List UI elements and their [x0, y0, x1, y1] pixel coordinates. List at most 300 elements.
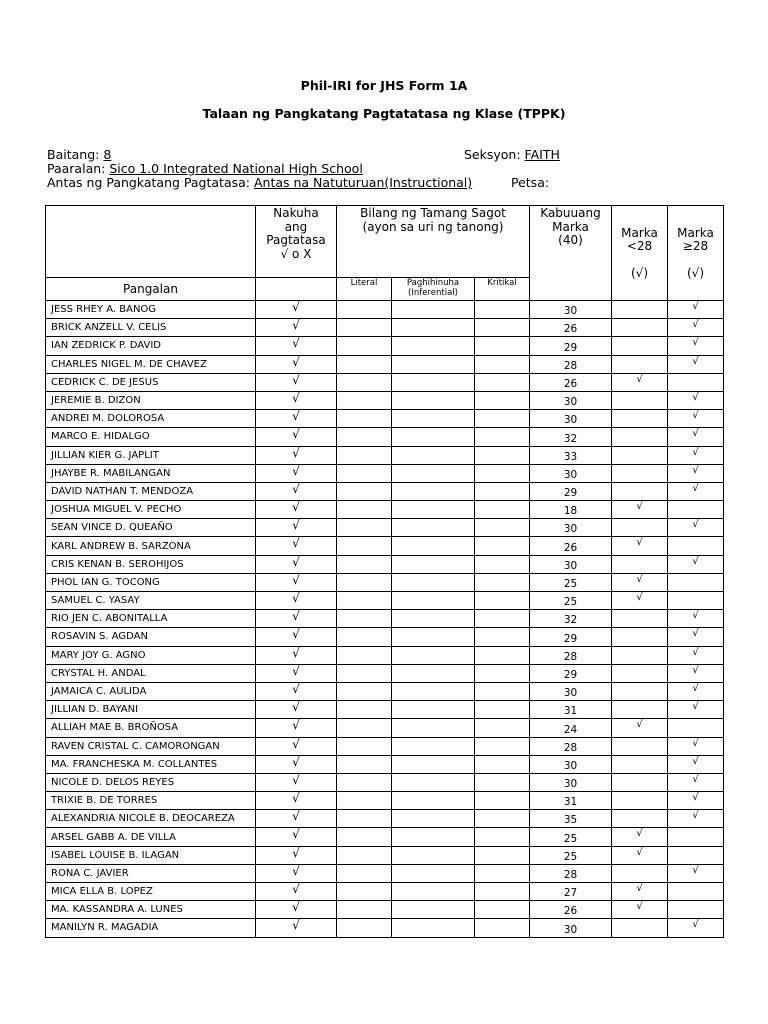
literal-cell — [337, 828, 392, 846]
nakuha-check: √ — [256, 810, 337, 828]
kritikal-cell — [475, 610, 530, 628]
paghihinuha-cell — [392, 537, 475, 555]
marka-lt28-check — [612, 464, 668, 482]
nakuha-check: √ — [256, 355, 337, 373]
marka-lt28-check — [612, 410, 668, 428]
nakuha-check: √ — [256, 828, 337, 846]
marka-lt28-check — [612, 355, 668, 373]
nakuha-check: √ — [256, 410, 337, 428]
marka-ge28-check: √ — [668, 646, 724, 664]
form-subtitle: Talaan ng Pangkatang Pagtatatasa ng Klase (TPPK) — [202, 106, 566, 121]
kritikal-cell — [475, 391, 530, 409]
total-score: 30 — [530, 519, 612, 537]
marka-ge28-check: √ — [668, 428, 724, 446]
table-row — [46, 337, 724, 355]
student-name: RAVEN CRISTAL C. CAMORONGAN — [46, 737, 256, 755]
literal-cell — [337, 501, 392, 519]
marka-lt28-check: √ — [612, 719, 668, 737]
total-score: 28 — [530, 864, 612, 882]
total-score: 25 — [530, 592, 612, 610]
total-score: 25 — [530, 573, 612, 591]
paghihinuha-cell — [392, 664, 475, 682]
kritikal-cell — [475, 773, 530, 791]
marka-ge28-check — [668, 592, 724, 610]
kritikal-cell — [475, 592, 530, 610]
student-name: RIO JEN C. ABONITALLA — [46, 610, 256, 628]
header-literal: Literal — [337, 278, 392, 301]
nakuha-check: √ — [256, 446, 337, 464]
marka-lt28-check — [612, 864, 668, 882]
nakuha-check: √ — [256, 919, 337, 937]
student-name: CHARLES NIGEL M. DE CHAVEZ — [46, 355, 256, 373]
nakuha-check: √ — [256, 555, 337, 573]
marka-lt28-check — [612, 428, 668, 446]
kritikal-cell — [475, 301, 530, 319]
total-score: 25 — [530, 828, 612, 846]
total-score: 30 — [530, 919, 612, 937]
header-marka-ge28: Marka ≥28 (√) — [668, 206, 724, 301]
nakuha-check: √ — [256, 482, 337, 500]
kritikal-cell — [475, 646, 530, 664]
student-name: JAMAICA C. AULIDA — [46, 682, 256, 700]
paghihinuha-cell — [392, 319, 475, 337]
nakuha-check: √ — [256, 901, 337, 919]
marka-ge28-check: √ — [668, 355, 724, 373]
marka-ge28-check: √ — [668, 301, 724, 319]
total-score: 28 — [530, 646, 612, 664]
table-row — [46, 755, 724, 773]
student-name: MICA ELLA B. LOPEZ — [46, 883, 256, 901]
marka-lt28-check — [612, 919, 668, 937]
student-name: MARY JOY G. AGNO — [46, 646, 256, 664]
student-name: MARCO E. HIDALGO — [46, 428, 256, 446]
marka-ge28-check: √ — [668, 337, 724, 355]
marka-lt28-check — [612, 701, 668, 719]
nakuha-check: √ — [256, 737, 337, 755]
table-row — [46, 864, 724, 882]
baitang-field — [47, 147, 111, 162]
literal-cell — [337, 846, 392, 864]
student-name: SEAN VINCE D. QUEAÑO — [46, 519, 256, 537]
marka-lt28-check — [612, 682, 668, 700]
baitang-label: Baitang: — [47, 147, 100, 162]
literal-cell — [337, 810, 392, 828]
table-row — [46, 883, 724, 901]
nakuha-check: √ — [256, 373, 337, 391]
kritikal-cell — [475, 810, 530, 828]
kritikal-cell — [475, 737, 530, 755]
paghihinuha-cell — [392, 737, 475, 755]
marka-ge28-check — [668, 719, 724, 737]
student-name: ISABEL LOUISE B. ILAGAN — [46, 846, 256, 864]
marka-lt28-check: √ — [612, 501, 668, 519]
kritikal-cell — [475, 519, 530, 537]
seksyon-value: FAITH — [524, 147, 560, 162]
header-row-main — [46, 206, 724, 278]
total-score: 28 — [530, 355, 612, 373]
paghihinuha-cell — [392, 428, 475, 446]
student-name: ARSEL GABB A. DE VILLA — [46, 828, 256, 846]
paghihinuha-cell — [392, 701, 475, 719]
paghihinuha-cell — [392, 810, 475, 828]
student-name: JHAYBE R. MABILANGAN — [46, 464, 256, 482]
header-pangalan: Pangalan — [46, 278, 256, 301]
paghihinuha-cell — [392, 919, 475, 937]
paghihinuha-cell — [392, 901, 475, 919]
total-score: 29 — [530, 628, 612, 646]
paghihinuha-cell — [392, 573, 475, 591]
paghihinuha-cell — [392, 555, 475, 573]
total-score: 26 — [530, 319, 612, 337]
literal-cell — [337, 464, 392, 482]
marka-ge28-check — [668, 846, 724, 864]
paghihinuha-cell — [392, 464, 475, 482]
paghihinuha-cell — [392, 755, 475, 773]
marka-lt28-check — [612, 773, 668, 791]
total-score: 32 — [530, 610, 612, 628]
table-row — [46, 301, 724, 319]
header-marka-lt28: Marka <28 (√) — [612, 206, 668, 301]
nakuha-check: √ — [256, 519, 337, 537]
marka-ge28-check: √ — [668, 555, 724, 573]
student-name: MA. KASSANDRA A. LUNES — [46, 901, 256, 919]
kritikal-cell — [475, 628, 530, 646]
literal-cell — [337, 864, 392, 882]
marka-lt28-check — [612, 446, 668, 464]
nakuha-check: √ — [256, 391, 337, 409]
table-row — [46, 628, 724, 646]
marka-lt28-check — [612, 555, 668, 573]
student-name: SAMUEL C. YASAY — [46, 592, 256, 610]
marka-ge28-check: √ — [668, 792, 724, 810]
marka-ge28-check — [668, 373, 724, 391]
table-row — [46, 773, 724, 791]
marka-lt28-check — [612, 664, 668, 682]
marka-ge28-check: √ — [668, 391, 724, 409]
seksyon-field — [464, 147, 560, 162]
student-name: CRIS KENAN B. SEROHIJOS — [46, 555, 256, 573]
kritikal-cell — [475, 755, 530, 773]
marka-lt28-check: √ — [612, 537, 668, 555]
literal-cell — [337, 301, 392, 319]
nakuha-check: √ — [256, 701, 337, 719]
antas-value: Antas na Natuturuan(Instructional) — [253, 175, 473, 190]
literal-cell — [337, 701, 392, 719]
student-name: NICOLE D. DELOS REYES — [46, 773, 256, 791]
student-name: ALLIAH MAE B. BROÑOSA — [46, 719, 256, 737]
table-row — [46, 682, 724, 700]
marka-lt28-check — [612, 755, 668, 773]
marka-lt28-check: √ — [612, 573, 668, 591]
marka-lt28-check — [612, 337, 668, 355]
nakuha-check: √ — [256, 628, 337, 646]
student-name: BRICK ANZELL V. CELIS — [46, 319, 256, 337]
kritikal-cell — [475, 828, 530, 846]
paghihinuha-cell — [392, 792, 475, 810]
marka-ge28-check: √ — [668, 864, 724, 882]
total-score: 33 — [530, 446, 612, 464]
petsa-label: Petsa: — [511, 175, 550, 190]
table-row — [46, 482, 724, 500]
table-row — [46, 846, 724, 864]
marka-ge28-check: √ — [668, 628, 724, 646]
total-score: 30 — [530, 301, 612, 319]
paghihinuha-cell — [392, 846, 475, 864]
literal-cell — [337, 519, 392, 537]
nakuha-check: √ — [256, 719, 337, 737]
student-name: TRIXIE B. DE TORRES — [46, 792, 256, 810]
marka-lt28-check — [612, 628, 668, 646]
marka-lt28-check — [612, 737, 668, 755]
table-row — [46, 810, 724, 828]
kritikal-cell — [475, 883, 530, 901]
student-name: MANILYN R. MAGADIA — [46, 919, 256, 937]
student-name: JILLIAN D. BAYANI — [46, 701, 256, 719]
paghihinuha-cell — [392, 646, 475, 664]
nakuha-check: √ — [256, 301, 337, 319]
kritikal-cell — [475, 719, 530, 737]
marka-ge28-check: √ — [668, 701, 724, 719]
paghihinuha-cell — [392, 773, 475, 791]
nakuha-check: √ — [256, 428, 337, 446]
nakuha-check: √ — [256, 646, 337, 664]
literal-cell — [337, 682, 392, 700]
kritikal-cell — [475, 537, 530, 555]
marka-ge28-check: √ — [668, 773, 724, 791]
kritikal-cell — [475, 410, 530, 428]
student-name: JILLIAN KIER G. JAPLIT — [46, 446, 256, 464]
literal-cell — [337, 482, 392, 500]
nakuha-check: √ — [256, 592, 337, 610]
student-name: DAVID NATHAN T. MENDOZA — [46, 482, 256, 500]
kritikal-cell — [475, 919, 530, 937]
nakuha-check: √ — [256, 610, 337, 628]
table-row — [46, 592, 724, 610]
marka-lt28-check — [612, 610, 668, 628]
kritikal-cell — [475, 337, 530, 355]
literal-cell — [337, 664, 392, 682]
nakuha-check: √ — [256, 664, 337, 682]
student-name: JOSHUA MIGUEL V. PECHO — [46, 501, 256, 519]
marka-lt28-check: √ — [612, 883, 668, 901]
literal-cell — [337, 355, 392, 373]
marka-lt28-check — [612, 319, 668, 337]
table-row — [46, 719, 724, 737]
marka-ge28-check — [668, 573, 724, 591]
paghihinuha-cell — [392, 337, 475, 355]
paghihinuha-cell — [392, 864, 475, 882]
nakuha-check: √ — [256, 864, 337, 882]
marka-ge28-check — [668, 901, 724, 919]
literal-cell — [337, 537, 392, 555]
paghihinuha-cell — [392, 592, 475, 610]
literal-cell — [337, 919, 392, 937]
kritikal-cell — [475, 319, 530, 337]
baitang-value: 8 — [103, 147, 112, 162]
literal-cell — [337, 883, 392, 901]
table-row — [46, 828, 724, 846]
literal-cell — [337, 610, 392, 628]
table-row — [46, 737, 724, 755]
nakuha-check: √ — [256, 337, 337, 355]
total-score: 30 — [530, 755, 612, 773]
literal-cell — [337, 391, 392, 409]
marka-lt28-check — [612, 391, 668, 409]
nakuha-check: √ — [256, 846, 337, 864]
student-name: JESS RHEY A. BANOG — [46, 301, 256, 319]
kritikal-cell — [475, 792, 530, 810]
table-row — [46, 519, 724, 537]
table-row — [46, 701, 724, 719]
literal-cell — [337, 792, 392, 810]
header-bilang: Bilang ng Tamang Sagot (ayon sa uri ng tanong) — [337, 206, 530, 278]
nakuha-check: √ — [256, 755, 337, 773]
header-nakuha-sub — [256, 278, 337, 301]
total-score: 29 — [530, 664, 612, 682]
literal-cell — [337, 646, 392, 664]
marka-lt28-check — [612, 301, 668, 319]
student-name: ANDREI M. DOLOROSA — [46, 410, 256, 428]
kritikal-cell — [475, 428, 530, 446]
student-name: ROSAVIN S. AGDAN — [46, 628, 256, 646]
marka-ge28-check: √ — [668, 919, 724, 937]
kritikal-cell — [475, 464, 530, 482]
literal-cell — [337, 773, 392, 791]
header-nakuha: Nakuha ang Pagtatasa √ o X — [256, 206, 337, 278]
nakuha-check: √ — [256, 537, 337, 555]
literal-cell — [337, 319, 392, 337]
paghihinuha-cell — [392, 682, 475, 700]
table-row — [46, 555, 724, 573]
marka-ge28-check: √ — [668, 682, 724, 700]
marka-lt28-check — [612, 482, 668, 500]
marka-ge28-check: √ — [668, 410, 724, 428]
marka-ge28-check: √ — [668, 446, 724, 464]
total-score: 30 — [530, 555, 612, 573]
kritikal-cell — [475, 482, 530, 500]
total-score: 28 — [530, 737, 612, 755]
nakuha-check: √ — [256, 464, 337, 482]
nakuha-check: √ — [256, 573, 337, 591]
literal-cell — [337, 555, 392, 573]
paaralan-field — [47, 161, 363, 176]
total-score: 24 — [530, 719, 612, 737]
nakuha-check: √ — [256, 501, 337, 519]
table-row — [46, 391, 724, 409]
marka-ge28-check — [668, 501, 724, 519]
total-score: 18 — [530, 501, 612, 519]
literal-cell — [337, 446, 392, 464]
total-score: 29 — [530, 482, 612, 500]
header-paghihinuha: Paghihinuha (Inferential) — [392, 278, 475, 301]
paghihinuha-cell — [392, 501, 475, 519]
nakuha-check: √ — [256, 319, 337, 337]
paghihinuha-cell — [392, 301, 475, 319]
tppk-table — [45, 205, 724, 938]
kritikal-cell — [475, 701, 530, 719]
paghihinuha-cell — [392, 446, 475, 464]
total-score: 31 — [530, 701, 612, 719]
marka-ge28-check: √ — [668, 610, 724, 628]
kritikal-cell — [475, 355, 530, 373]
table-row — [46, 919, 724, 937]
total-score: 30 — [530, 391, 612, 409]
literal-cell — [337, 755, 392, 773]
student-name: KARL ANDREW B. SARZONA — [46, 537, 256, 555]
kritikal-cell — [475, 901, 530, 919]
total-score: 25 — [530, 846, 612, 864]
header-blank-cell — [46, 206, 256, 278]
marka-lt28-check: √ — [612, 592, 668, 610]
table-row — [46, 537, 724, 555]
kritikal-cell — [475, 373, 530, 391]
kritikal-cell — [475, 664, 530, 682]
literal-cell — [337, 628, 392, 646]
marka-ge28-check: √ — [668, 319, 724, 337]
table-row — [46, 373, 724, 391]
literal-cell — [337, 428, 392, 446]
marka-lt28-check — [612, 646, 668, 664]
kritikal-cell — [475, 555, 530, 573]
paghihinuha-cell — [392, 883, 475, 901]
literal-cell — [337, 573, 392, 591]
total-score: 30 — [530, 682, 612, 700]
marka-lt28-check: √ — [612, 373, 668, 391]
paaralan-label: Paaralan: — [47, 161, 106, 176]
table-row — [46, 319, 724, 337]
marka-ge28-check: √ — [668, 755, 724, 773]
marka-lt28-check — [612, 810, 668, 828]
paghihinuha-cell — [392, 482, 475, 500]
nakuha-check: √ — [256, 682, 337, 700]
paghihinuha-cell — [392, 828, 475, 846]
antas-field — [47, 175, 472, 190]
paghihinuha-cell — [392, 373, 475, 391]
table-row — [46, 464, 724, 482]
marka-ge28-check: √ — [668, 482, 724, 500]
total-score: 31 — [530, 792, 612, 810]
nakuha-check: √ — [256, 883, 337, 901]
total-score: 30 — [530, 464, 612, 482]
antas-label: Antas ng Pangkatang Pagtatasa: — [47, 175, 250, 190]
student-name: CRYSTAL H. ANDAL — [46, 664, 256, 682]
marka-lt28-check: √ — [612, 901, 668, 919]
literal-cell — [337, 592, 392, 610]
total-score: 32 — [530, 428, 612, 446]
total-score: 30 — [530, 410, 612, 428]
student-name: JEREMIE B. DIZON — [46, 391, 256, 409]
table-row — [46, 646, 724, 664]
literal-cell — [337, 901, 392, 919]
literal-cell — [337, 719, 392, 737]
literal-cell — [337, 337, 392, 355]
table-row — [46, 573, 724, 591]
paghihinuha-cell — [392, 355, 475, 373]
form-title: Phil-IRI for JHS Form 1A — [300, 78, 468, 93]
seksyon-label: Seksyon: — [464, 147, 521, 162]
total-score: 35 — [530, 810, 612, 828]
student-name: PHOL IAN G. TOCONG — [46, 573, 256, 591]
student-name: CEDRICK C. DE JESUS — [46, 373, 256, 391]
table-row — [46, 446, 724, 464]
marka-ge28-check: √ — [668, 464, 724, 482]
table-row — [46, 355, 724, 373]
total-score: 26 — [530, 901, 612, 919]
kritikal-cell — [475, 446, 530, 464]
table-row — [46, 610, 724, 628]
kritikal-cell — [475, 573, 530, 591]
marka-lt28-check: √ — [612, 828, 668, 846]
